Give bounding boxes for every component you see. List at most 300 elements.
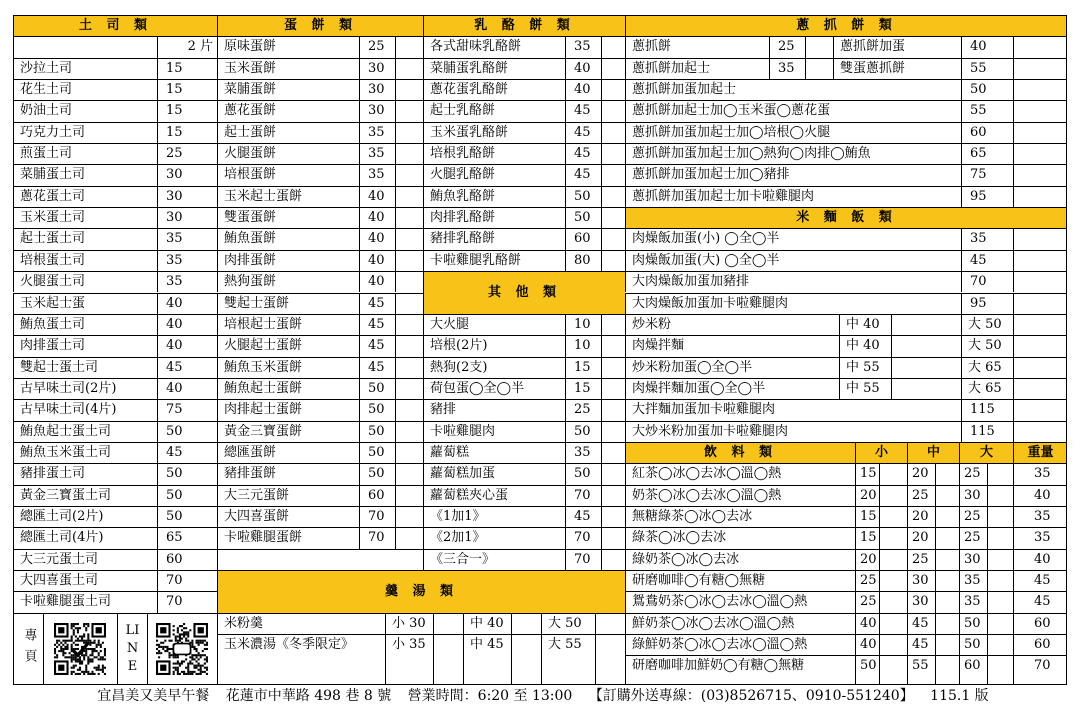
cheese-cake-item-price: 45 xyxy=(565,143,601,164)
cheese-cake-blank xyxy=(601,122,625,143)
others-item-price: 10 xyxy=(565,314,601,335)
scallion-item-price: 95 xyxy=(961,186,1013,207)
others-blank xyxy=(601,463,625,484)
egg-pancake-item-price: 35 xyxy=(359,164,395,185)
toast-item-price: 70 xyxy=(157,591,217,612)
cheese-cake-blank xyxy=(601,143,625,164)
toast-item-price: 30 xyxy=(157,164,217,185)
drinks-size-header: 中 xyxy=(907,442,959,463)
drink-blank xyxy=(935,527,959,548)
shop-address: 花蓮市中華路 498 巷 8 號 xyxy=(225,688,392,704)
rice-item-price: 95 xyxy=(961,293,1013,314)
drink-xl-price: 35 xyxy=(1013,463,1067,484)
toast-item-price: 15 xyxy=(157,122,217,143)
others-item-price: 15 xyxy=(565,357,601,378)
toast-item-price: 35 xyxy=(157,250,217,271)
drink-medium-price: 55 xyxy=(907,655,935,685)
cheese-cake-item-price: 45 xyxy=(565,122,601,143)
drink-item-name: 奶茶◯冰◯去冰◯溫◯熱 xyxy=(625,485,855,506)
drink-item-name: 綠鮮奶茶◯冰◯去冰◯溫◯熱 xyxy=(625,634,855,655)
scallion-item-name: 蔥抓餅加蛋 xyxy=(833,36,961,57)
egg-pancake-item-price: 25 xyxy=(359,36,395,57)
drink-small-price: 40 xyxy=(855,613,879,634)
egg-pancake-item-name: 起士蛋餅 xyxy=(217,122,359,143)
rice-blank xyxy=(1013,357,1067,378)
drink-item-name: 研磨咖啡加鮮奶◯有糖◯無糖 xyxy=(625,655,855,685)
scallion-item-name: 蔥抓餅加蛋加起士 xyxy=(625,79,961,100)
toast-item-name xyxy=(13,36,157,57)
egg-pancake-blank xyxy=(395,100,423,121)
drink-large-price: 25 xyxy=(959,527,987,548)
toast-item-name: 豬排蛋土司 xyxy=(13,463,157,484)
soup-medium-price: 中 45 xyxy=(463,634,511,685)
drink-medium-price: 20 xyxy=(907,527,935,548)
others-blank xyxy=(601,485,625,506)
drink-blank xyxy=(987,655,1013,685)
drink-xl-price: 60 xyxy=(1013,634,1067,655)
egg-pancake-item-price: 50 xyxy=(359,442,395,463)
toast-item-price: 25 xyxy=(157,143,217,164)
rice-header: 米 麵 飯 類 xyxy=(625,207,1067,228)
egg-pancake-item-name: 黃金三寶蛋餅 xyxy=(217,421,359,442)
egg-pancake-blank-row xyxy=(217,549,423,570)
toast-item-name: 大四喜蛋土司 xyxy=(13,570,157,591)
toast-item-name: 玉米起士蛋 xyxy=(13,293,157,314)
toast-item-price: 40 xyxy=(157,335,217,356)
toast-item-name: 火腿蛋土司 xyxy=(13,271,157,292)
drink-small-price: 25 xyxy=(855,570,879,591)
drink-blank xyxy=(987,570,1013,591)
toast-item-name: 大三元蛋土司 xyxy=(13,549,157,570)
rice-item-name: 肉燥飯加蛋(小) ◯全◯半 xyxy=(625,228,961,249)
soup-small-price: 小 30 xyxy=(385,613,433,634)
scallion-blank xyxy=(1013,122,1067,143)
drink-blank xyxy=(879,463,907,484)
egg-pancake-item-name: 熱狗蛋餅 xyxy=(217,271,359,292)
egg-pancake-item-price: 30 xyxy=(359,58,395,79)
egg-pancake-item-name: 原味蛋餅 xyxy=(217,36,359,57)
toast-item-name: 煎蛋土司 xyxy=(13,143,157,164)
egg-pancake-item-name: 豬排蛋餅 xyxy=(217,463,359,484)
drink-small-price: 15 xyxy=(855,506,879,527)
scallion-item-name: 蔥抓餅加蛋加起士加◯熱狗◯肉排◯鮪魚 xyxy=(625,143,961,164)
drink-blank xyxy=(935,591,959,612)
others-blank xyxy=(601,314,625,335)
others-item-price: 45 xyxy=(565,506,601,527)
others-blank xyxy=(601,378,625,399)
cheese-cake-item-name: 各式甜味乳酪餅 xyxy=(423,36,565,57)
scallion-item-name: 蔥抓餅加蛋加起士加◯豬排 xyxy=(625,164,961,185)
rice-item-price: 115 xyxy=(961,421,1013,442)
drink-blank xyxy=(879,613,907,634)
drink-large-price: 35 xyxy=(959,570,987,591)
drinks-size-header: 大 xyxy=(959,442,1013,463)
scallion-item-name: 蔥抓餅加蛋加起士加卡啦雞腿肉 xyxy=(625,186,961,207)
rice-item-price: 70 xyxy=(961,271,1013,292)
drink-blank xyxy=(987,506,1013,527)
drink-medium-price: 30 xyxy=(907,570,935,591)
others-item-name: 豬排 xyxy=(423,399,565,420)
drink-blank xyxy=(879,655,907,685)
toast-item-name: 鮪魚起士蛋土司 xyxy=(13,421,157,442)
others-item-name: 蘿蔔糕夾心蛋 xyxy=(423,485,565,506)
drink-small-price: 20 xyxy=(855,549,879,570)
soup-medium-price: 中 40 xyxy=(463,613,511,634)
soup-item-name: 米粉羹 xyxy=(217,613,385,634)
others-item-price: 70 xyxy=(565,549,601,570)
toast-item-name: 古早味土司(4片) xyxy=(13,399,157,420)
scallion-item-name: 蔥抓餅 xyxy=(625,36,769,57)
drink-blank xyxy=(879,591,907,612)
toast-item-price: 15 xyxy=(157,79,217,100)
toast-item-name: 培根蛋土司 xyxy=(13,250,157,271)
delivery-phone: 【訂購外送專線：(03)8526715、0910-551240】 xyxy=(588,688,914,704)
toast-item-price: 50 xyxy=(157,485,217,506)
cheese-cake-blank xyxy=(601,250,625,271)
rice-item-name: 炒米粉 xyxy=(625,314,839,335)
drink-blank xyxy=(935,655,959,685)
egg-pancake-blank xyxy=(395,527,423,548)
soup-item-name: 玉米濃湯《冬季限定》 xyxy=(217,634,385,685)
fanpage-label xyxy=(13,613,43,685)
scallion-item-price: 75 xyxy=(961,164,1013,185)
toast-item-price: 30 xyxy=(157,186,217,207)
soup-blank xyxy=(433,613,463,634)
others-item-name: 蘿蔔糕加蛋 xyxy=(423,463,565,484)
rice-item-name: 大肉燥飯加蛋加豬排 xyxy=(625,271,961,292)
toast-item-name: 玉米蛋土司 xyxy=(13,207,157,228)
egg-pancake-item-name: 大四喜蛋餅 xyxy=(217,506,359,527)
cheese-cake-item-name: 玉米蛋乳酪餅 xyxy=(423,122,565,143)
toast-item-price: 40 xyxy=(157,293,217,314)
egg-pancake-blank xyxy=(395,442,423,463)
drink-item-name: 綠茶◯冰◯去冰 xyxy=(625,527,855,548)
drink-blank xyxy=(935,549,959,570)
toast-item-price: 50 xyxy=(157,421,217,442)
egg-pancake-blank xyxy=(395,143,423,164)
egg-pancake-item-name: 肉排蛋餅 xyxy=(217,250,359,271)
egg-pancake-item-name: 培根起士蛋餅 xyxy=(217,314,359,335)
rice-large-price: 大 50 xyxy=(961,314,1013,335)
drink-small-price: 15 xyxy=(855,463,879,484)
rice-item-price: 115 xyxy=(961,399,1013,420)
drink-blank xyxy=(935,463,959,484)
toast-item-price: 50 xyxy=(157,463,217,484)
footer xyxy=(0,688,1086,704)
drink-xl-price: 35 xyxy=(1013,506,1067,527)
drink-blank xyxy=(879,570,907,591)
scallion-blank xyxy=(805,36,833,57)
egg-pancake-item-name: 火腿起士蛋餅 xyxy=(217,335,359,356)
fanpage-qr-code[interactable] xyxy=(54,623,106,675)
egg-pancake-item-price: 70 xyxy=(359,506,395,527)
drink-small-price: 40 xyxy=(855,634,879,655)
toast-item-price: 70 xyxy=(157,570,217,591)
scallion-item-price: 25 xyxy=(769,36,805,57)
toast-item-name: 花生土司 xyxy=(13,79,157,100)
drink-medium-price: 20 xyxy=(907,463,935,484)
soup-large-price: 大 55 xyxy=(541,634,595,685)
scallion-blank xyxy=(1013,186,1067,207)
drink-xl-price: 45 xyxy=(1013,591,1067,612)
scallion-blank xyxy=(805,58,833,79)
cheese-cake-item-price: 80 xyxy=(565,250,601,271)
toast-item-name: 巧克力土司 xyxy=(13,122,157,143)
scallion-item-price: 50 xyxy=(961,79,1013,100)
rice-blank xyxy=(891,378,961,399)
others-blank xyxy=(601,442,625,463)
drinks-size-header: 重量 xyxy=(1013,442,1067,463)
drink-xl-price: 60 xyxy=(1013,613,1067,634)
toast-item-price: 50 xyxy=(157,506,217,527)
soup-header: 羹 湯 類 xyxy=(217,570,625,613)
egg-pancake-item-price: 45 xyxy=(359,314,395,335)
cheese-cake-blank xyxy=(601,207,625,228)
drink-small-price: 25 xyxy=(855,591,879,612)
toast-item-price: 45 xyxy=(157,442,217,463)
egg-pancake-blank xyxy=(395,463,423,484)
toast-item-price: 35 xyxy=(157,271,217,292)
egg-pancake-item-price: 50 xyxy=(359,421,395,442)
rice-item-name: 肉燥飯加蛋(大) ◯全◯半 xyxy=(625,250,961,271)
egg-pancake-item-price: 30 xyxy=(359,79,395,100)
toast-item-price: 65 xyxy=(157,527,217,548)
drink-blank xyxy=(987,463,1013,484)
egg-pancake-item-price: 45 xyxy=(359,293,395,314)
egg-pancake-blank xyxy=(395,79,423,100)
egg-pancake-blank xyxy=(395,485,423,506)
egg-pancake-blank xyxy=(395,357,423,378)
scallion-item-name: 蔥抓餅加起士加◯玉米蛋◯蔥花蛋 xyxy=(625,100,961,121)
drink-small-price: 50 xyxy=(855,655,879,685)
rice-item-price: 45 xyxy=(961,250,1013,271)
toast-item-name: 奶油土司 xyxy=(13,100,157,121)
toast-item-price: 40 xyxy=(157,314,217,335)
rice-blank xyxy=(891,314,961,335)
egg-pancake-item-price: 40 xyxy=(359,207,395,228)
drink-xl-price: 45 xyxy=(1013,570,1067,591)
egg-pancake-blank xyxy=(395,186,423,207)
menu-table xyxy=(13,15,1067,685)
cheese-cake-item-name: 蔥花蛋乳酪餅 xyxy=(423,79,565,100)
egg-pancake-blank xyxy=(395,293,423,314)
scallion-item-price: 35 xyxy=(769,58,805,79)
others-blank xyxy=(601,357,625,378)
toast-header: 土 司 類 xyxy=(13,15,217,36)
scallion-item-price: 60 xyxy=(961,122,1013,143)
others-item-name: 大火腿 xyxy=(423,314,565,335)
toast-item-name: 總匯土司(2片) xyxy=(13,506,157,527)
drink-item-name: 紅茶◯冰◯去冰◯溫◯熱 xyxy=(625,463,855,484)
others-item-name: 卡啦雞腿肉 xyxy=(423,421,565,442)
egg-pancake-item-name: 卡啦雞腿蛋餅 xyxy=(217,527,359,548)
egg-pancake-blank xyxy=(395,335,423,356)
others-blank xyxy=(601,549,625,570)
drink-blank xyxy=(935,570,959,591)
egg-pancake-blank xyxy=(395,314,423,335)
cheese-cake-blank xyxy=(601,228,625,249)
rice-medium-price: 中 40 xyxy=(839,335,891,356)
egg-pancake-blank xyxy=(395,250,423,271)
others-item-name: 荷包蛋◯全◯半 xyxy=(423,378,565,399)
rice-blank xyxy=(1013,399,1067,420)
egg-pancake-blank xyxy=(395,164,423,185)
toast-item-price: 75 xyxy=(157,399,217,420)
rice-medium-price: 中 55 xyxy=(839,378,891,399)
egg-pancake-item-name: 雙起士蛋餅 xyxy=(217,293,359,314)
cheese-cake-item-price: 40 xyxy=(565,79,601,100)
egg-pancake-item-price: 60 xyxy=(359,485,395,506)
drink-large-price: 30 xyxy=(959,485,987,506)
egg-pancake-item-price: 45 xyxy=(359,335,395,356)
cheese-cake-item-price: 45 xyxy=(565,164,601,185)
egg-pancake-item-price: 50 xyxy=(359,399,395,420)
egg-pancake-item-name: 肉排起士蛋餅 xyxy=(217,399,359,420)
egg-pancake-item-price: 70 xyxy=(359,527,395,548)
rice-item-name: 大拌麵加蛋加卡啦雞腿肉 xyxy=(625,399,961,420)
soup-large-price: 大 50 xyxy=(541,613,595,634)
line-label-text: LINE xyxy=(125,623,140,675)
line-qr-code[interactable] xyxy=(156,623,208,675)
scallion-item-name: 蔥抓餅加蛋加起士加◯培根◯火腿 xyxy=(625,122,961,143)
egg-pancake-item-price: 40 xyxy=(359,186,395,207)
cheese-cake-item-name: 菜脯蛋乳酪餅 xyxy=(423,58,565,79)
rice-blank xyxy=(891,335,961,356)
drink-blank xyxy=(987,613,1013,634)
soup-small-price: 小 35 xyxy=(385,634,433,685)
drink-medium-price: 45 xyxy=(907,634,935,655)
rice-blank xyxy=(891,357,961,378)
cheese-cake-item-price: 50 xyxy=(565,207,601,228)
egg-pancake-item-name: 玉米起士蛋餅 xyxy=(217,186,359,207)
toast-item-name: 沙拉土司 xyxy=(13,58,157,79)
drink-medium-price: 20 xyxy=(907,506,935,527)
cheese-cake-item-price: 60 xyxy=(565,228,601,249)
scallion-blank xyxy=(1013,164,1067,185)
egg-pancake-blank xyxy=(395,421,423,442)
rice-large-price: 大 65 xyxy=(961,357,1013,378)
drink-medium-price: 45 xyxy=(907,613,935,634)
others-item-name: 蘿蔔糕 xyxy=(423,442,565,463)
soup-blank xyxy=(511,613,541,634)
egg-pancake-header: 蛋 餅 類 xyxy=(217,15,423,36)
egg-pancake-item-price: 50 xyxy=(359,463,395,484)
drinks-header: 飲 料 類 xyxy=(625,442,855,463)
business-hours: 營業時間：6:20 至 13:00 xyxy=(407,688,573,704)
rice-blank xyxy=(1013,293,1067,314)
rice-item-name: 大炒米粉加蛋加卡啦雞腿肉 xyxy=(625,421,961,442)
drink-item-name: 研磨咖啡◯有糖◯無糖 xyxy=(625,570,855,591)
egg-pancake-item-name: 玉米蛋餅 xyxy=(217,58,359,79)
toast-item-price: 15 xyxy=(157,58,217,79)
rice-medium-price: 中 40 xyxy=(839,314,891,335)
egg-pancake-item-price: 40 xyxy=(359,271,395,292)
cheese-cake-header: 乳 酪 餅 類 xyxy=(423,15,625,36)
egg-pancake-blank xyxy=(395,122,423,143)
toast-item-price: 45 xyxy=(157,357,217,378)
cheese-cake-item-name: 起士乳酪餅 xyxy=(423,100,565,121)
others-item-price: 70 xyxy=(565,485,601,506)
egg-pancake-item-name: 鮪魚起士蛋餅 xyxy=(217,378,359,399)
rice-blank xyxy=(1013,228,1067,249)
toast-item-name: 總匯土司(4片) xyxy=(13,527,157,548)
drink-item-name: 綠奶茶◯冰◯去冰 xyxy=(625,549,855,570)
others-item-name: 《1加1》 xyxy=(423,506,565,527)
others-blank xyxy=(601,506,625,527)
egg-pancake-item-name: 培根蛋餅 xyxy=(217,164,359,185)
others-blank xyxy=(601,399,625,420)
rice-large-price: 大 50 xyxy=(961,335,1013,356)
toast-item-name: 古早味土司(2片) xyxy=(13,378,157,399)
egg-pancake-blank xyxy=(395,399,423,420)
egg-pancake-blank xyxy=(395,228,423,249)
cheese-cake-blank xyxy=(601,36,625,57)
drink-medium-price: 25 xyxy=(907,485,935,506)
drink-xl-price: 40 xyxy=(1013,549,1067,570)
egg-pancake-item-name: 菜脯蛋餅 xyxy=(217,79,359,100)
toast-item-price: 40 xyxy=(157,378,217,399)
drinks-size-header: 小 xyxy=(855,442,907,463)
others-item-price: 50 xyxy=(565,421,601,442)
cheese-cake-item-price: 50 xyxy=(565,186,601,207)
scallion-item-price: 55 xyxy=(961,58,1013,79)
toast-item-price: 30 xyxy=(157,207,217,228)
others-header: 其 他 類 xyxy=(423,271,625,314)
drink-blank xyxy=(987,485,1013,506)
others-item-price: 10 xyxy=(565,335,601,356)
drink-blank xyxy=(935,613,959,634)
others-item-name: 《三合一》 xyxy=(423,549,565,570)
drink-blank xyxy=(935,634,959,655)
scallion-header: 蔥 抓 餅 類 xyxy=(625,15,1067,36)
scallion-blank xyxy=(1013,79,1067,100)
drink-blank xyxy=(987,549,1013,570)
drink-blank xyxy=(879,506,907,527)
toast-item-name: 卡啦雞腿蛋土司 xyxy=(13,591,157,612)
egg-pancake-item-price: 30 xyxy=(359,100,395,121)
rice-blank xyxy=(1013,250,1067,271)
egg-pancake-item-name: 火腿蛋餅 xyxy=(217,143,359,164)
drink-xl-price: 40 xyxy=(1013,485,1067,506)
drink-xl-price: 70 xyxy=(1013,655,1067,685)
drink-large-price: 60 xyxy=(959,655,987,685)
scallion-blank xyxy=(1013,58,1067,79)
egg-pancake-blank xyxy=(395,58,423,79)
soup-blank xyxy=(595,634,625,685)
drink-large-price: 25 xyxy=(959,463,987,484)
cheese-cake-item-name: 培根乳酪餅 xyxy=(423,143,565,164)
toast-item-price: 15 xyxy=(157,100,217,121)
others-item-name: 培根(2片) xyxy=(423,335,565,356)
drink-item-name: 鮮奶茶◯冰◯去冰◯溫◯熱 xyxy=(625,613,855,634)
toast-item-name: 蔥花蛋土司 xyxy=(13,186,157,207)
drink-large-price: 30 xyxy=(959,549,987,570)
egg-pancake-item-name: 蔥花蛋餅 xyxy=(217,100,359,121)
rice-blank xyxy=(1013,378,1067,399)
rice-large-price: 大 65 xyxy=(961,378,1013,399)
cheese-cake-item-price: 35 xyxy=(565,36,601,57)
drink-xl-price: 35 xyxy=(1013,527,1067,548)
cheese-cake-item-name: 火腿乳酪餅 xyxy=(423,164,565,185)
others-item-price: 70 xyxy=(565,527,601,548)
fanpage-label-text: 專頁 xyxy=(21,628,37,671)
egg-pancake-blank xyxy=(395,36,423,57)
shop-name: 宜昌美又美早午餐 xyxy=(97,688,210,704)
cheese-cake-blank xyxy=(601,100,625,121)
drink-large-price: 50 xyxy=(959,634,987,655)
drink-large-price: 25 xyxy=(959,506,987,527)
toast-item-name: 雙起士蛋土司 xyxy=(13,357,157,378)
